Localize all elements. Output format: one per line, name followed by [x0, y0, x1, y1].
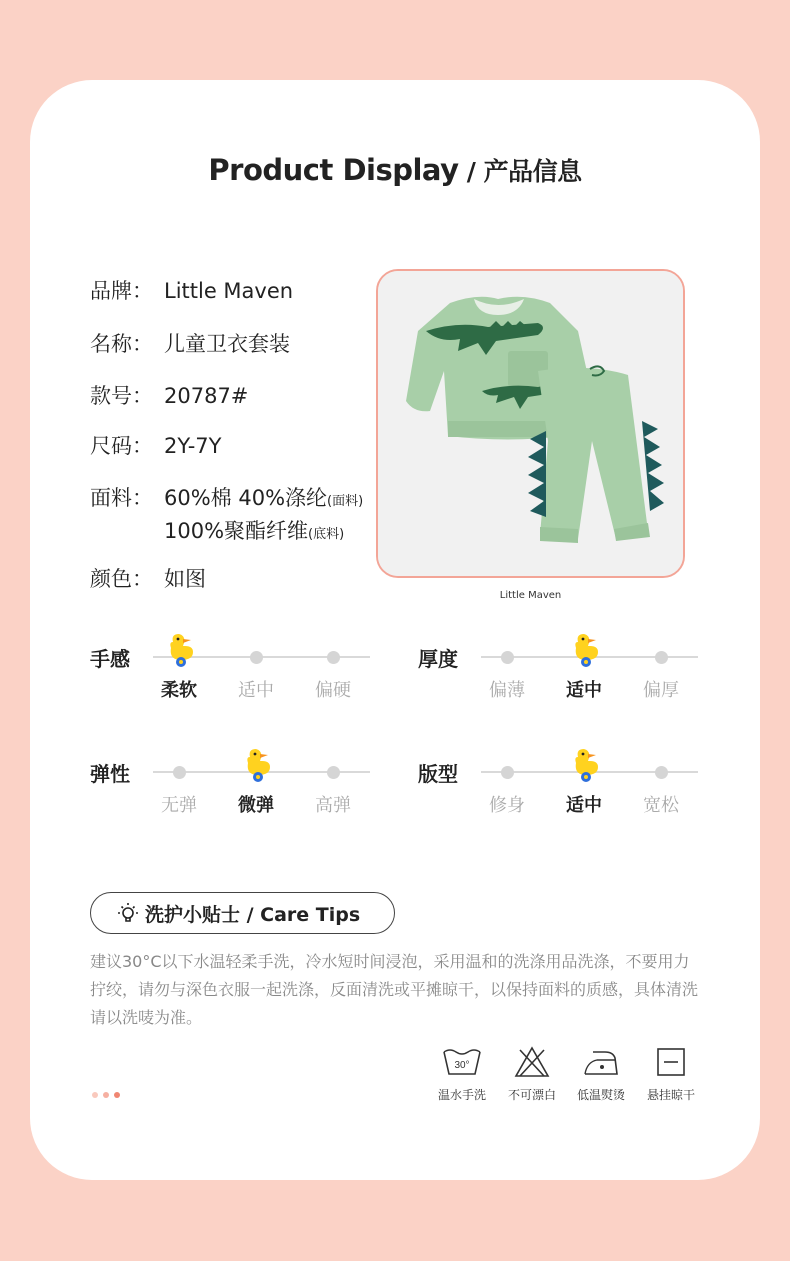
scale-label-thickness: 厚度 [418, 647, 458, 671]
care-tips-pill: 洗护小贴士 / Care Tips [90, 892, 395, 934]
care-item-hand-wash: 30° 温水手洗 [427, 1046, 497, 1103]
spec-brand: 品牌： Little Maven [90, 279, 294, 303]
spec-size: 尺码： 2Y-7Y [90, 434, 222, 458]
spec-fabric: 面料： 60%棉 40%涤纶(面料) [90, 486, 364, 510]
scale-option-thickness-2: 偏厚 [643, 680, 679, 701]
lightbulb-icon [117, 902, 139, 924]
scale-dot [655, 651, 668, 664]
duck-marker-icon [242, 747, 276, 783]
scale-dot [173, 766, 186, 779]
duck-marker-icon [165, 632, 199, 668]
scale-option-elasticity-0: 无弹 [161, 795, 197, 816]
scale-option-feel-2: 偏硬 [315, 680, 351, 701]
scale-label-fit: 版型 [418, 762, 458, 786]
care-item-low-iron: 低温熨烫 [566, 1046, 636, 1103]
spec-fabric-line2: 100%聚酯纤维(底料) [164, 519, 345, 543]
page-title: Product Display / 产品信息 [208, 153, 582, 187]
spec-name: 名称： 儿童卫衣套装 [90, 332, 290, 356]
hang-dry-icon [655, 1046, 687, 1078]
scale-option-fit-2: 宽松 [643, 795, 679, 816]
hand-wash-30-icon [442, 1046, 482, 1078]
scale-option-elasticity-2: 高弹 [315, 795, 351, 816]
spec-style-no: 款号： 20787# [90, 384, 249, 408]
scale-option-feel-0: 柔软 [161, 680, 197, 701]
page-dot [114, 1092, 120, 1098]
scale-label-feel: 手感 [90, 647, 130, 671]
scale-dot [501, 766, 514, 779]
duck-marker-icon [570, 632, 604, 668]
page-indicator [92, 1092, 120, 1098]
product-photo [376, 269, 685, 578]
scale-dot [655, 766, 668, 779]
care-instructions: 建议30°C以下水温轻柔手洗，冷水短时间浸泡，采用温和的洗涤用品洗涤，不要用力拧绞，请勿与深色衣服一起洗涤，反面清洗或平摊晾干，以保持面料的质感，具体清洗请以洗唛为准。 [90, 952, 699, 1027]
scale-option-fit-1: 适中 [566, 795, 602, 816]
scale-dot [501, 651, 514, 664]
scale-option-thickness-1: 适中 [566, 680, 602, 701]
scale-option-thickness-0: 偏薄 [489, 680, 525, 701]
svg-text:30°: 30° [454, 1060, 470, 1071]
scale-label-elasticity: 弹性 [90, 762, 130, 786]
spec-color: 颜色： 如图 [90, 567, 206, 591]
care-item-hang-dry: 悬挂晾干 [636, 1046, 706, 1103]
page-dot [103, 1092, 109, 1098]
care-item-no-bleach: 不可漂白 [497, 1046, 567, 1103]
scale-dot [327, 766, 340, 779]
low-iron-icon [581, 1046, 621, 1078]
scale-option-elasticity-1: 微弹 [238, 795, 274, 816]
no-bleach-icon [514, 1046, 550, 1078]
kids-sweatsuit-image [378, 271, 683, 576]
scale-dot [327, 651, 340, 664]
scale-option-feel-1: 适中 [238, 680, 274, 701]
photo-caption: Little Maven [499, 590, 562, 601]
scale-dot [250, 651, 263, 664]
scale-option-fit-0: 修身 [489, 795, 525, 816]
duck-marker-icon [570, 747, 604, 783]
page-dot [92, 1092, 98, 1098]
